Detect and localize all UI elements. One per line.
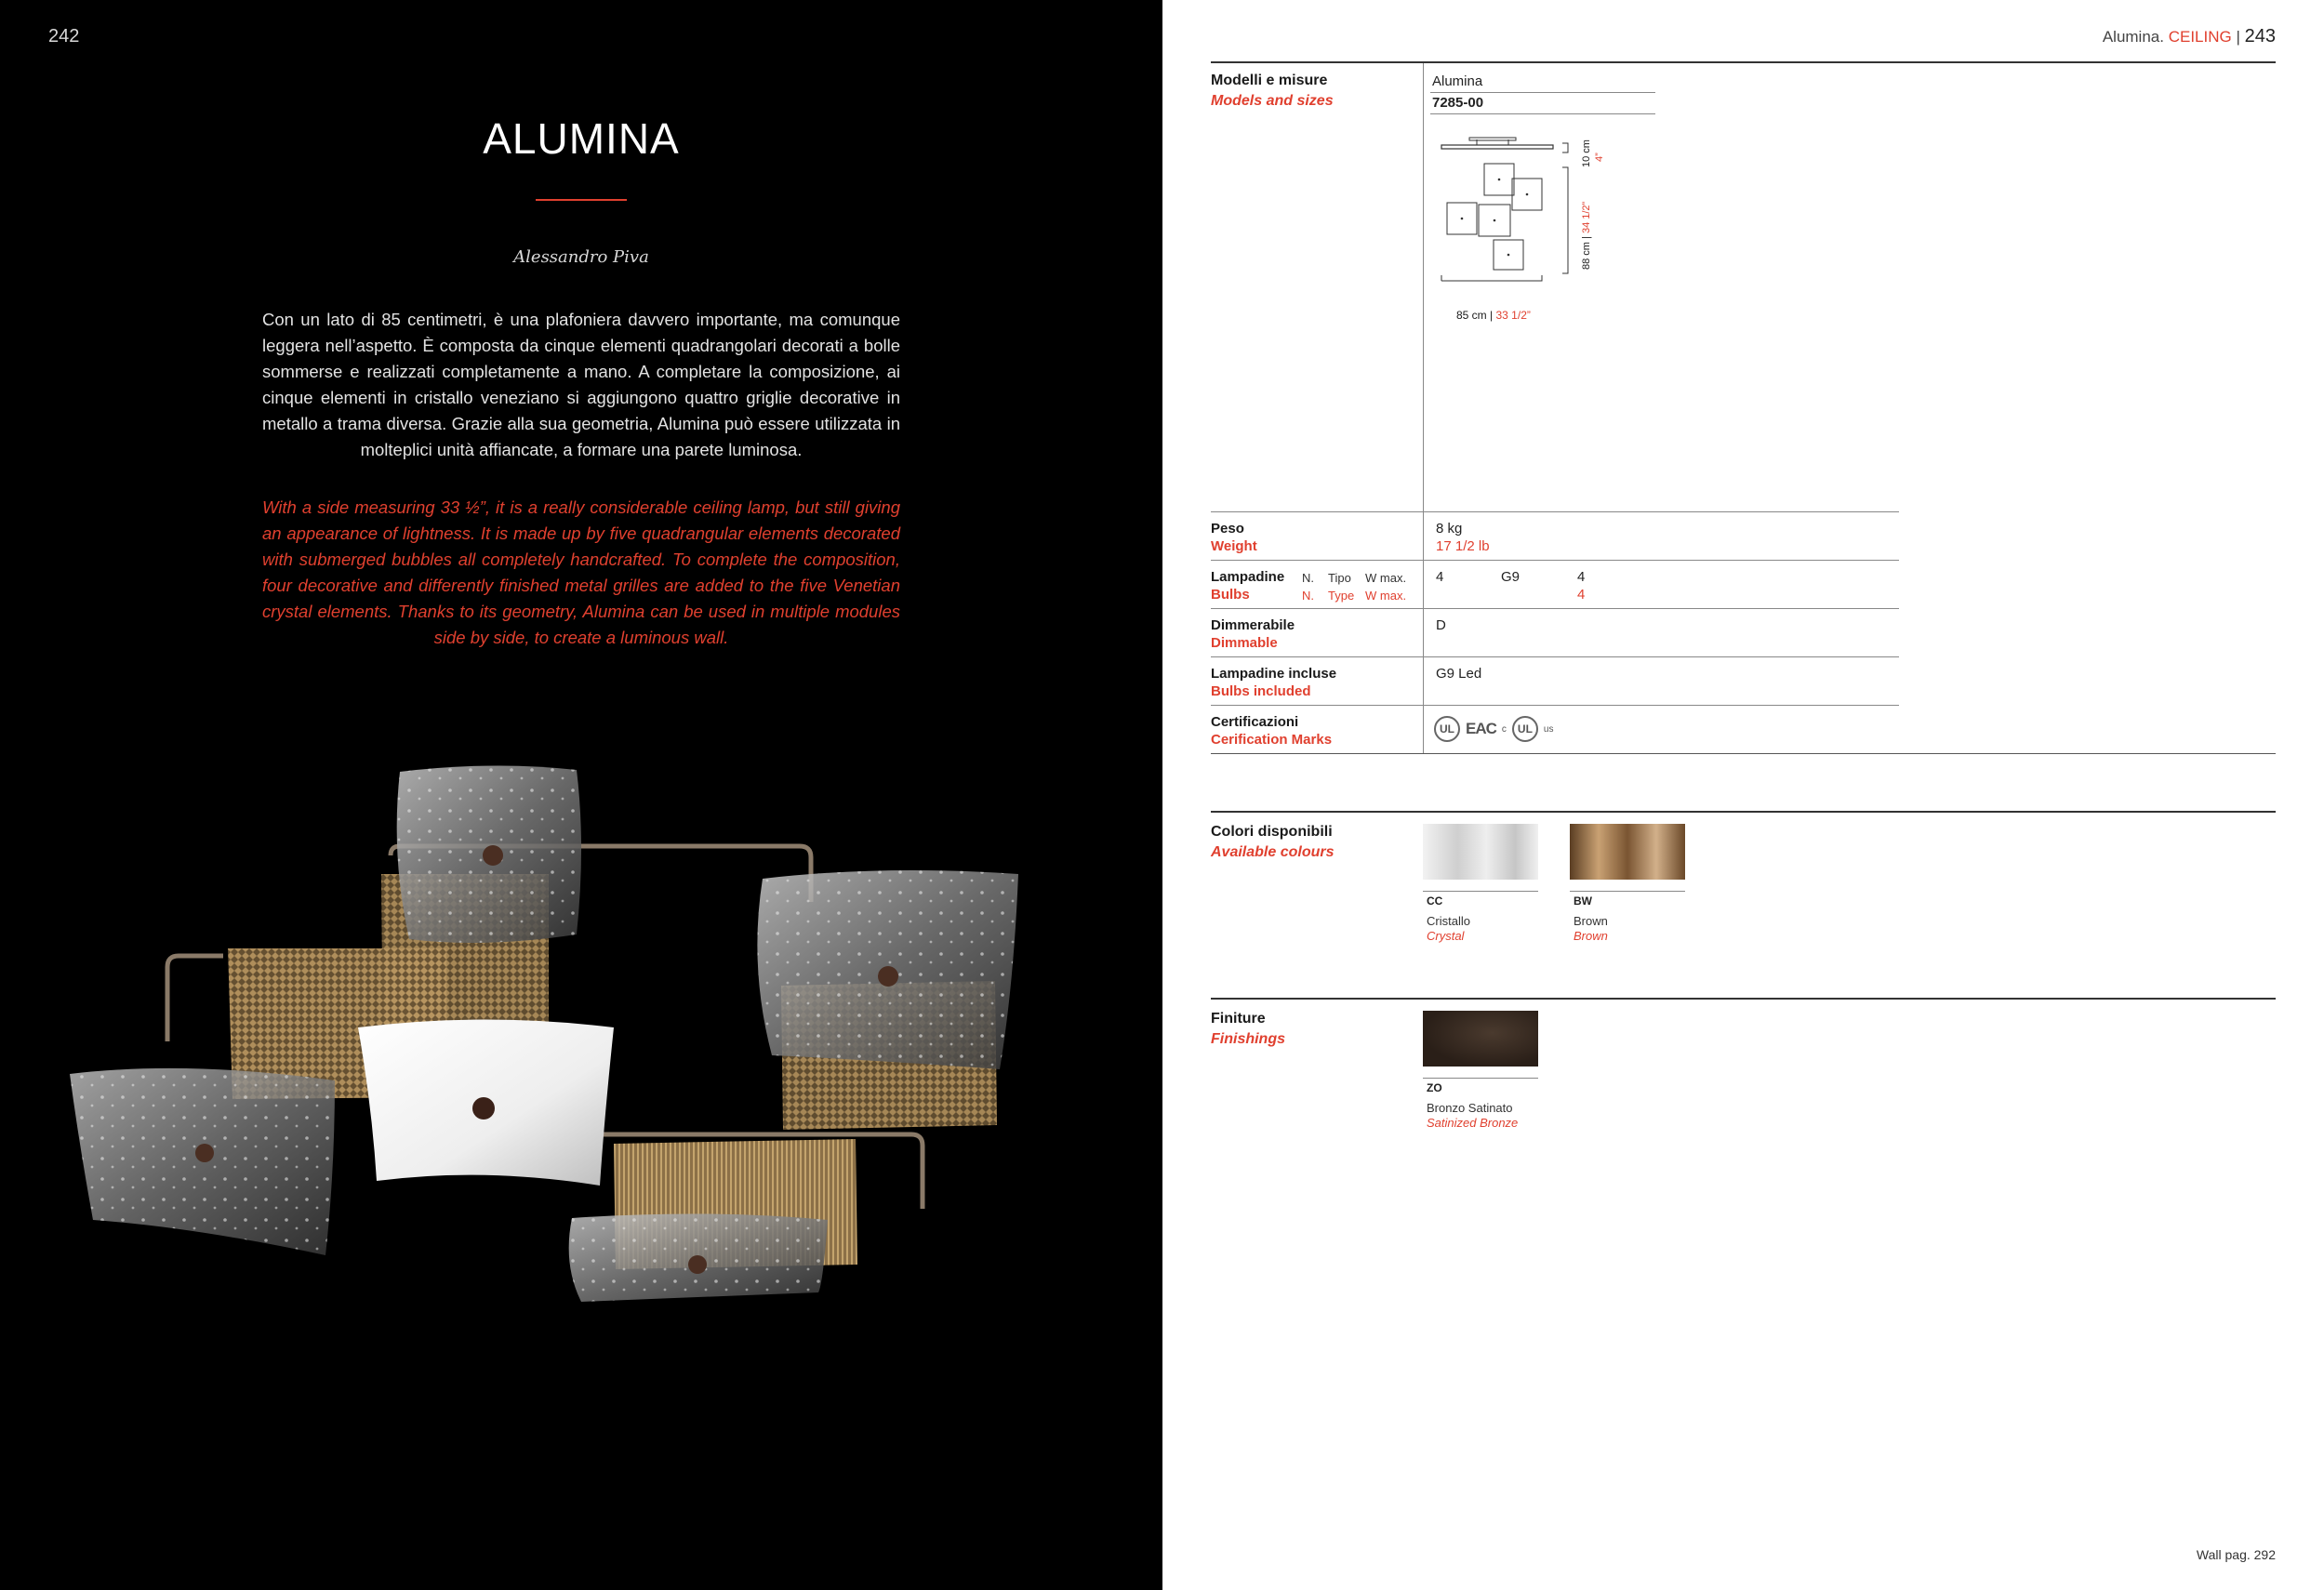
eac-mark-icon: EAC xyxy=(1466,720,1496,737)
right-page xyxy=(1162,0,2324,1590)
width-sep: | xyxy=(1490,309,1494,322)
model-name: Alumina xyxy=(1432,73,1483,89)
cul-us: us xyxy=(1543,723,1554,735)
bulbs-n: 4 xyxy=(1436,569,1444,585)
cul-c: c xyxy=(1501,723,1507,735)
bulbs-label: Lampadine xyxy=(1211,569,1285,585)
drawing-width xyxy=(1456,309,1531,322)
colours-label: Colori disponibili xyxy=(1211,824,1333,840)
drawing-height xyxy=(1581,202,1592,270)
bulbs-wmax: 4 xyxy=(1577,569,1586,585)
bulbs-col-w: W max. xyxy=(1365,571,1407,585)
weight-label: Peso xyxy=(1211,521,1244,537)
bulbs-col-n-en: N. xyxy=(1302,589,1314,603)
swatch-cc-rule xyxy=(1423,891,1538,892)
models-label: Modelli e misure xyxy=(1211,73,1328,88)
top-rule xyxy=(1211,61,2276,63)
description-english: With a side measuring 33 ½”, it is a really considerable ceiling lamp, but still giving an appearance of lightness. It is made up by five quadrangular elements decorated with submerged bubbles all completely handcrafted. To complete the composition, four decorative and differently finished metal grilles are added to the five Venetian crystal elements. Thanks to its geometry, Alumina can be used in multiple modules side by side, to create a luminous wall. xyxy=(262,497,900,647)
weight-value-en: 17 1/2 lb xyxy=(1436,538,1490,554)
bulbs-label-en: Bulbs xyxy=(1211,587,1250,603)
models-label-en: Models and sizes xyxy=(1211,93,1334,109)
colour-name-cc: Cristallo xyxy=(1427,914,1470,928)
colour-name-en-cc: Crystal xyxy=(1427,929,1465,943)
model-rule xyxy=(1430,92,1655,93)
spec-rule-4 xyxy=(1211,705,1899,706)
model-code-rule xyxy=(1430,113,1655,114)
bulbs-included-value: G9 Led xyxy=(1436,666,1482,682)
bulbs-col-w-en: W max. xyxy=(1365,589,1407,603)
certifications-label: Certificazioni xyxy=(1211,714,1299,730)
spec-rule-end xyxy=(1211,753,2276,754)
certifications-label-en: Cerification Marks xyxy=(1211,732,1333,748)
model-code: 7285-00 xyxy=(1432,95,1484,111)
spec-rule-0 xyxy=(1211,511,1899,512)
colours-rule xyxy=(1211,811,2276,813)
swatch-bw[interactable] xyxy=(1570,824,1685,880)
weight-label-en: Weight xyxy=(1211,538,1257,554)
header-category: CEILING xyxy=(2168,28,2232,46)
colour-name-bw: Brown xyxy=(1574,914,1608,928)
bulbs-wmax-en: 4 xyxy=(1577,587,1586,603)
dimmable-label: Dimmerabile xyxy=(1211,617,1295,633)
height-cm: 88 cm xyxy=(1581,242,1592,270)
height-sep: | xyxy=(1581,236,1592,239)
bulbs-included-label-en: Bulbs included xyxy=(1211,683,1311,699)
ul-mark-icon: UL xyxy=(1434,716,1460,742)
lamp-photo xyxy=(56,744,1107,1302)
spec-rule-3 xyxy=(1211,656,1899,657)
dimmable-value: D xyxy=(1436,617,1446,633)
page-number-left: 242 xyxy=(48,26,80,46)
height-in: 34 1/2” xyxy=(1581,201,1592,234)
bulbs-type: G9 xyxy=(1501,569,1521,585)
finish-name-zo: Bronzo Satinato xyxy=(1427,1101,1513,1115)
title-underline xyxy=(536,199,627,201)
width-cm: 85 cm xyxy=(1456,309,1487,322)
colour-code-bw: BW xyxy=(1574,894,1592,908)
page-header xyxy=(2103,26,2276,47)
drawing-depth-in: 4” xyxy=(1594,152,1605,162)
bulbs-col-type-en: Type xyxy=(1328,589,1355,603)
header-product: Alumina. xyxy=(2102,28,2164,46)
weight-value: 8 kg xyxy=(1436,521,1463,537)
swatch-zo-rule xyxy=(1423,1078,1538,1079)
colours-label-en: Available colours xyxy=(1211,844,1335,860)
colour-name-en-bw: Brown xyxy=(1574,929,1608,943)
bulbs-col-n: N. xyxy=(1302,571,1314,585)
footer-reference[interactable]: Wall pag. 292 xyxy=(2196,1547,2276,1562)
width-in: 33 1/2” xyxy=(1495,309,1531,322)
spec-rule-2 xyxy=(1211,608,1899,609)
bulbs-included-label: Lampadine incluse xyxy=(1211,666,1337,682)
colour-code-cc: CC xyxy=(1427,894,1443,908)
finishings-rule xyxy=(1211,998,2276,1000)
finish-code-zo: ZO xyxy=(1427,1081,1442,1094)
finishings-label-en: Finishings xyxy=(1211,1031,1285,1047)
certification-marks xyxy=(1434,716,1553,742)
drawing-depth xyxy=(1581,139,1592,167)
depth-cm: 10 cm xyxy=(1581,139,1592,167)
cul-mark-icon: UL xyxy=(1512,716,1538,742)
swatch-cc[interactable] xyxy=(1423,824,1538,880)
dimmable-label-en: Dimmable xyxy=(1211,635,1278,651)
swatch-bw-rule xyxy=(1570,891,1685,892)
header-separator: | xyxy=(2236,28,2240,46)
swatch-zo[interactable] xyxy=(1423,1011,1538,1067)
product-title: ALUMINA xyxy=(483,114,680,163)
designer-name: Alessandro Piva xyxy=(513,247,649,267)
bulbs-col-type: Tipo xyxy=(1328,571,1351,585)
column-divider xyxy=(1423,63,1424,753)
finish-name-en-zo: Satinized Bronze xyxy=(1427,1116,1519,1130)
description-italian: Con un lato di 85 centimetri, è una plafoniera davvero importante, ma comunque leggera nell’aspetto. È composta da cinque elementi quadrangolari decorati a bolle sommerse e realizzati completamente a mano. A completare la composizione, ai cinque elementi in cristallo veneziano si aggiungono quattro griglie decorative in metallo a trama diversa. Grazie alla sua geometria, Alumina può essere utilizzata in molteplici unità affiancate, a formare una parete luminosa. xyxy=(262,310,900,459)
finishings-label: Finiture xyxy=(1211,1011,1266,1027)
page-number-right: 243 xyxy=(2244,26,2276,46)
spec-rule-1 xyxy=(1211,560,1899,561)
